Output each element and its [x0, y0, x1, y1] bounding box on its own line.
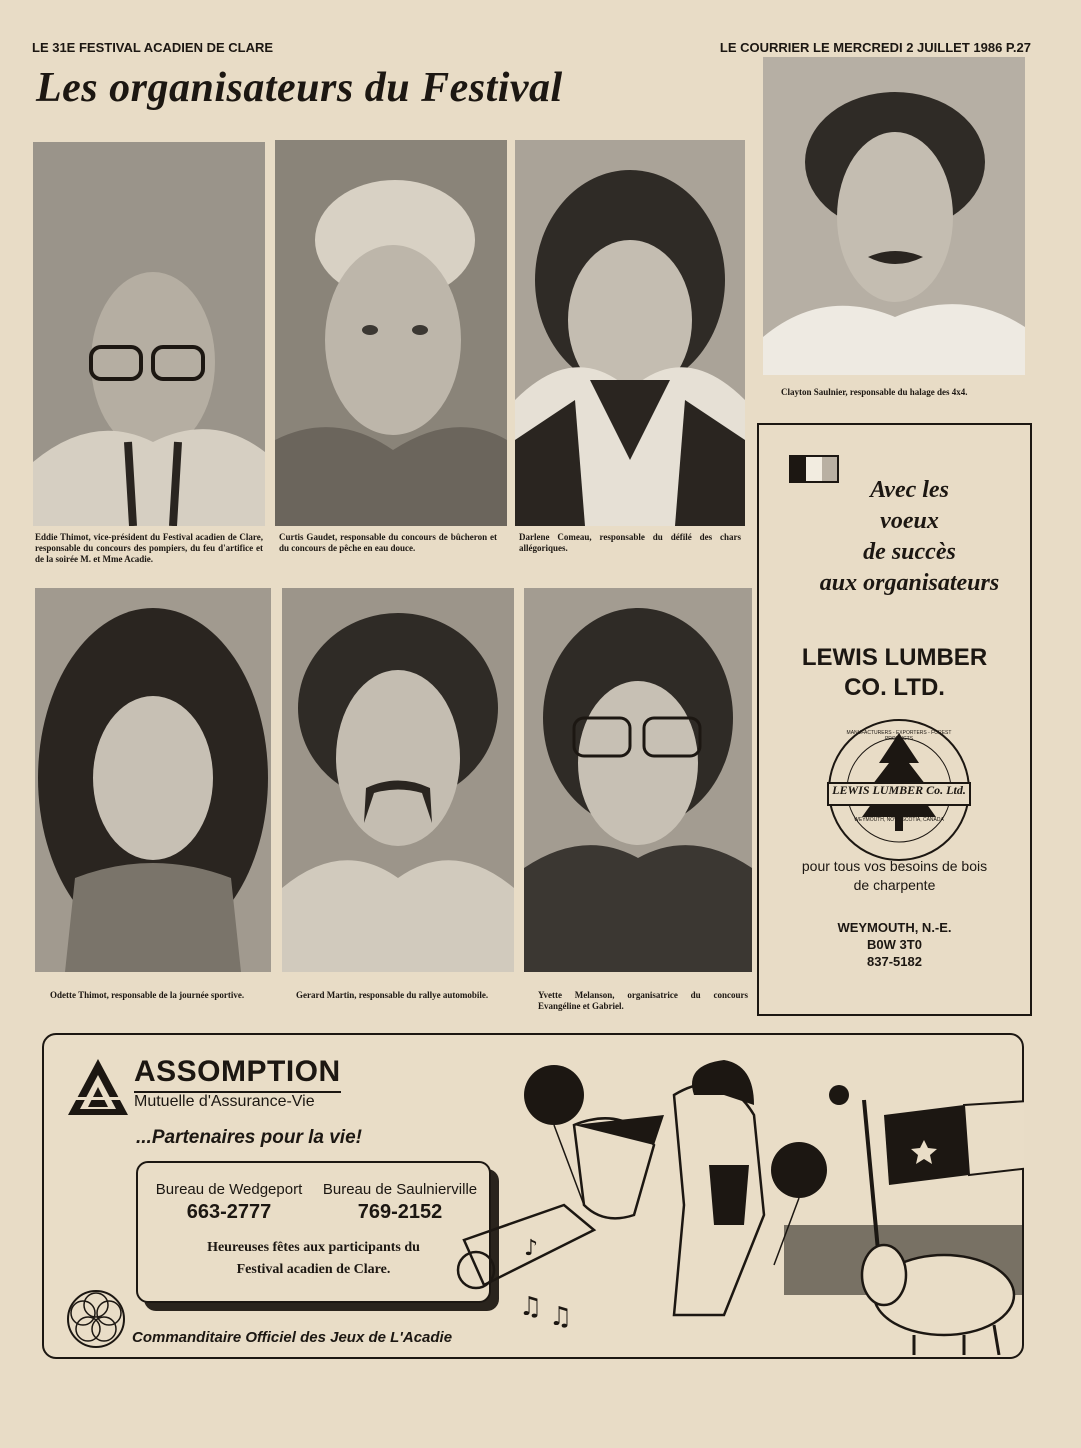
assomption-ad: [42, 1033, 1024, 1359]
caption-clayton-saulnier: Clayton Saulnier, responsable du halage des 4x4.: [781, 387, 968, 397]
section-header: LE 31E FESTIVAL ACADIEN DE CLARE: [32, 40, 274, 55]
office-saulnierville-label: Bureau de Saulnierville: [322, 1181, 478, 1198]
caption-gerard-martin: Gerard Martin, responsable du rallye automobile.: [296, 990, 489, 1000]
paper-date-page: LE COURRIER LE MERCREDI 2 JUILLET 1986 P.27: [719, 40, 1031, 55]
lewis-address: [759, 919, 1030, 970]
balloon-icon: [524, 1065, 584, 1125]
caption-eddie-thimot: Eddie Thimot, vice-président du Festival acadien de Clare, responsable du concours des pompiers, du feu d'artifice et de la soirée M. et Mme Acadie.: [35, 532, 263, 564]
page-headline: Les organisateurs du Festival: [36, 65, 563, 111]
assomption-logo-icon: [66, 1057, 130, 1117]
lewis-wishes: [759, 475, 1030, 599]
company-line-1: LEWIS LUMBER: [801, 644, 988, 671]
photo-odette-thimot: [35, 588, 271, 972]
lewis-lumber-ad: [757, 423, 1032, 1016]
svg-text:♫: ♫: [549, 1302, 573, 1332]
greeting-line-1: Heureuses fêtes aux participants du: [207, 1240, 420, 1255]
photo-eddie-thimot: [33, 142, 265, 526]
need-line-1: pour tous vos besoins de bois: [801, 858, 988, 874]
photo-curtis-gaudet: [275, 140, 507, 526]
lewis-phone: 837-5182: [867, 954, 922, 969]
photo-gerard-martin: [282, 588, 514, 972]
assomption-name: ASSOMPTION: [134, 1055, 341, 1093]
lewis-logo-ring-top: MANUFACTURERS - EXPORTERS - FOREST PRODUCTS: [846, 730, 952, 742]
balloon-icon: [771, 1142, 827, 1198]
photo-darlene-comeau: [515, 140, 745, 526]
wishes-line-4: aux organisateurs: [819, 570, 1000, 596]
address-line-2: B0W 3T0: [867, 937, 922, 952]
assomption-slogan: ...Partenaires pour la vie!: [136, 1127, 362, 1148]
lewis-company-name: [759, 643, 1030, 703]
jeux-acadie-rosette-icon: [64, 1287, 128, 1351]
photo-yvette-melanson: [524, 588, 752, 972]
svg-text:♫: ♫: [519, 1292, 543, 1322]
address-line-1: WEYMOUTH, N.-E.: [837, 920, 952, 935]
assomption-subtitle: Mutuelle d'Assurance-Vie: [134, 1093, 315, 1110]
assomption-sponsor: Commanditaire Officiel des Jeux de L'Acadie: [132, 1329, 453, 1346]
wishes-line-1: Avec les: [870, 477, 949, 503]
wishes-line-2: voeux: [880, 508, 939, 534]
festival-illustration: [424, 1055, 1024, 1355]
office-saulnierville-phone: 769-2152: [357, 1201, 443, 1223]
greeting-line-2: Festival acadien de Clare.: [236, 1262, 391, 1277]
lewis-logo-ring-bottom: WEYMOUTH, NOVA SCOTIA, CANADA: [854, 817, 944, 823]
wishes-line-3: de succès: [863, 539, 956, 565]
company-line-2: CO. LTD.: [844, 674, 945, 701]
office-wedgeport-phone: 663-2777: [186, 1201, 272, 1223]
caption-odette-thimot: Odette Thimot, responsable de la journée sportive.: [50, 990, 245, 1000]
photo-clayton-saulnier: [763, 57, 1025, 375]
balloon-icon: [829, 1085, 849, 1105]
need-line-2: de charpente: [853, 877, 936, 893]
caption-curtis-gaudet: Curtis Gaudet, responsable du concours de bûcheron et du concours de pêche en eau douce.: [279, 532, 497, 553]
office-wedgeport: [144, 1181, 314, 1224]
caption-darlene-comeau: Darlene Comeau, responsable du défilé des chars allégoriques.: [519, 532, 741, 553]
lewis-need-text: [759, 857, 1030, 895]
office-wedgeport-label: Bureau de Wedgeport: [155, 1181, 303, 1198]
lewis-logo-text: LEWIS LUMBER Co. Ltd.: [832, 783, 966, 797]
svg-text:♪: ♪: [524, 1236, 539, 1261]
caption-yvette-melanson: Yvette Melanson, organisatrice du concours Evangéline et Gabriel.: [538, 990, 748, 1011]
